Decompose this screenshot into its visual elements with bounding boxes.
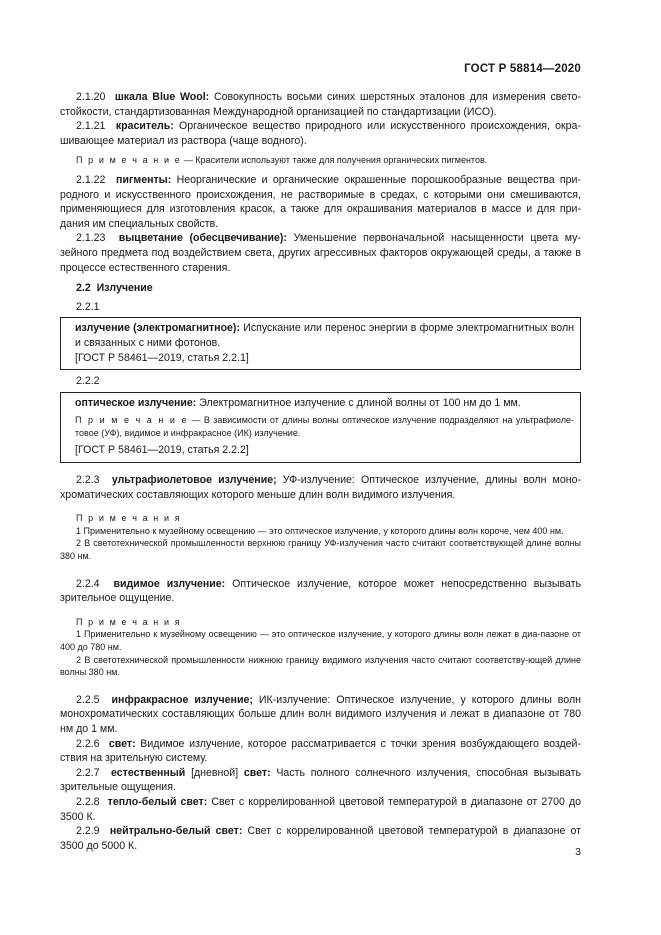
notes-2-2-3-item-1: 1 Применительно к музейному освещению — это оптическое излучение, у которого длины волн короче, чем 400 нм. (76, 525, 564, 536)
term-box-2-2-1 (60, 317, 581, 370)
term-2-1-20: 2.1.20 шкала Blue Wool: Совокупность восьми синих шерстяных эталонов для измерения свето-стойкости, стандартизованная Международной организацией по стандартизации (ИСО). (60, 91, 581, 118)
notes-2-2-3-label: П р и м е ч а н и я (76, 513, 182, 524)
document-id: ГОСТ Р 58814—2020 (464, 63, 581, 75)
term-2-2-8: 2.2.8 тепло-белый свет: Свет с коррелированной цветовой температурой в диапазоне от 2700 до 3500 К. (60, 795, 582, 823)
term-2-1-23: 2.1.23 выцветание (обесцвечивание): Уменьшение первоначальной насыщенности цвета му-зейного предмета под воздействием света, других агрессивных факторов окружающей среды, а также в процессе естественного старения. (60, 232, 581, 274)
term-2-2-4: 2.2.4 видимое излучение: Оптическое излучение, которое может непосредственно вызывать зрительное ощущение. (60, 577, 581, 605)
term-box-2-2-2 (60, 392, 581, 463)
page-number: 3 (575, 846, 581, 858)
term-2-2-6: 2.2.6 свет: Видимое излучение, которое рассматривается с точки зрения возбуждающего воздей-ствия на зрительную систему. (60, 737, 581, 765)
note-2-1-21: П р и м е ч а н и е — Красители используют также для получения органических пигментов. (76, 155, 488, 166)
notes-2-2-3-item-2: 2 В светотехнической промышленности верхнюю границу УФ-излучения часто считают соответствующей длине волны 380 нм. (60, 538, 581, 562)
term-2-2-1-definition: излучение (электромагнитное): Испускание или перенос энергии в форме электромагнитных волн и связанных с ними фотонов. (75, 322, 574, 349)
section-heading: 2.2 Излучение (76, 282, 153, 295)
term-2-2-2-reference: [ГОСТ Р 58461—2019, статья 2.2.2] (75, 444, 249, 457)
notes-2-2-4-label: П р и м е ч а н и я (76, 616, 182, 627)
term-2-2-1-reference: [ГОСТ Р 58461—2019, статья 2.2.1] (75, 351, 249, 364)
notes-2-2-4-item-1: 1 Применительно к музейному освещению — это оптическое излучение, у которого длины волн лежат в диа-пазоне от 400 до 780 нм. (60, 629, 581, 652)
term-2-2-7: 2.2.7 естественный [дневной] свет: Часть полного солнечного излучения, способная вызывать зрительные ощущения. (60, 766, 581, 794)
term-2-2-2-number: 2.2.2 (76, 375, 100, 388)
term-2-1-21: 2.1.21 краситель: Органическое вещество природного или искусственного происхождения, окра-шивающее материал из раствора (чаще водного). (60, 120, 581, 147)
term-2-2-9: 2.2.9 нейтрально-белый свет: Свет с коррелированной цветовой температурой в диапазоне от 3500 до 5000 К. (60, 825, 581, 852)
document-body (60, 90, 581, 853)
term-2-2-3: 2.2.3 ультрафиолетовое излучение; УФ-излучение: Оптическое излучение, длины волн моно-хроматических составляющих которого меньше длин волн видимого излучения. (60, 474, 582, 501)
notes-2-2-4-item-2: 2 В светотехнической промышленности нижнюю границу видимого излучения часто считают соответству-ющей длине волны 380 нм. (60, 654, 581, 678)
term-2-2-2-note: П р и м е ч а н и е — В зависимости от длины волны оптическое излучение подразделяют на ультрафиоле-товое (УФ), видимое и инфракрасное (ИК) излучение. (75, 415, 574, 438)
term-2-2-1-number: 2.2.1 (76, 300, 100, 313)
term-2-2-2-definition: оптическое излучение: Электромагнитное излучение с длиной волны от 100 нм до 1 мм. (75, 396, 521, 409)
term-2-2-5: 2.2.5 инфракрасное излучение; ИК-излучение: Оптическое излучение, у которого длины волн монохроматических составляющих больше длин волн видимого излучения и лежат в диапазоне от 780 нм до 1 мм. (60, 693, 581, 735)
term-2-1-22: 2.1.22 пигменты: Неорганические и органические окрашенные порошкообразные вещества при-родного и искусственного происхождения, не растворимые в средах, с которыми они смешиваются, применяющиеся для изготовления красок, а также для окрашивания материалов в массе и для при-дания им специальных свойств. (60, 173, 581, 230)
